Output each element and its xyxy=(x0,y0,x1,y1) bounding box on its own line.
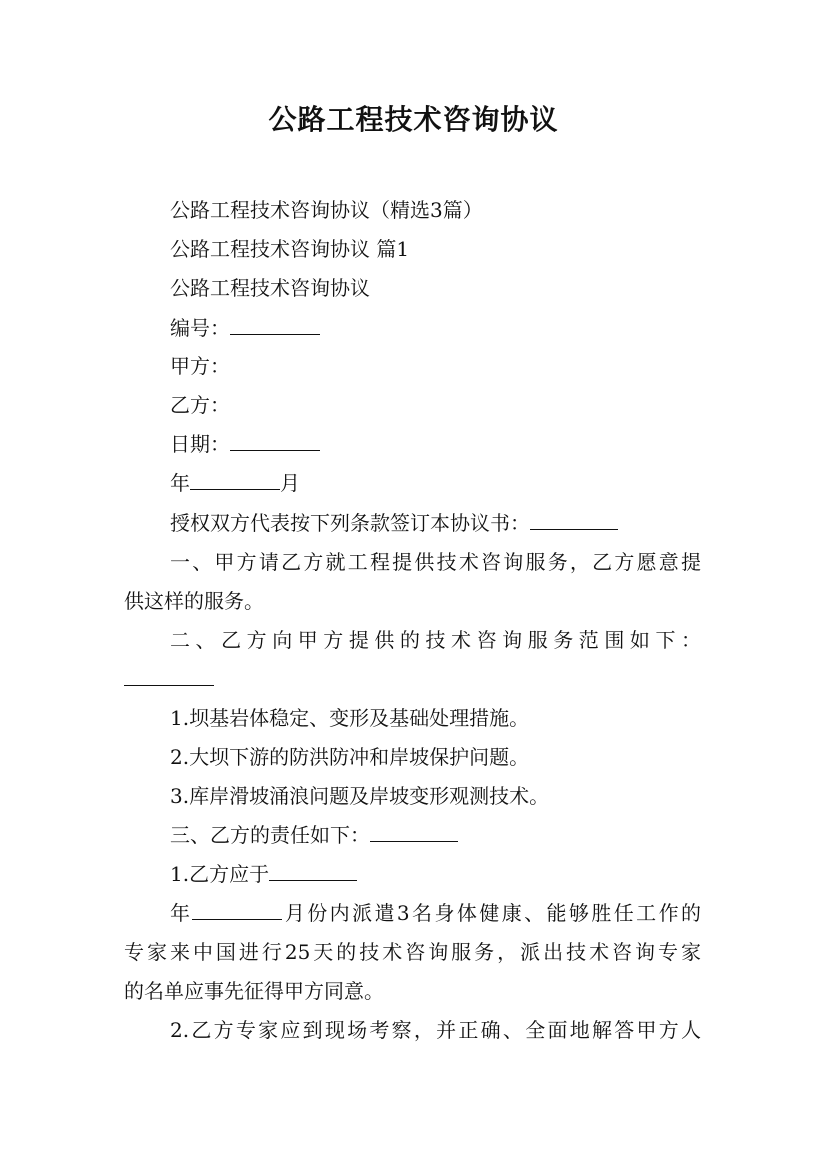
party-b-label: 乙方： xyxy=(170,393,230,417)
agreement-name: 公路工程技术咨询协议 xyxy=(170,276,370,300)
scope-item-3: 3.库岸滑坡涌浪问题及岸坡变形观测技术。 xyxy=(170,784,550,808)
duty-item-1-line-3: 专家来中国进行25天的技术咨询服务，派出技术咨询专家 xyxy=(124,940,701,964)
year-blank xyxy=(190,469,280,490)
duty-year-blank xyxy=(192,899,282,920)
subtitle-line: 公路工程技术咨询协议（精选3篇） xyxy=(170,198,483,222)
duty-item-1-text: 1.乙方应于 xyxy=(170,862,270,886)
clause-two-blank xyxy=(124,665,214,686)
duty-item-2-line-1: 2.乙方专家应到现场考察，并正确、全面地解答甲方人 xyxy=(170,1018,701,1042)
year-label: 年 xyxy=(170,471,190,495)
duty-year-label: 年 xyxy=(170,901,193,925)
clause-three-heading xyxy=(170,821,458,849)
duty-item-1-line-2 xyxy=(170,899,701,927)
clause-two-blank-line xyxy=(124,665,214,693)
scope-item-2: 2.大坝下游的防洪防冲和岸坡保护问题。 xyxy=(170,745,530,769)
year-month-line xyxy=(170,469,300,497)
date-label: 日期： xyxy=(170,432,230,456)
number-field xyxy=(170,314,320,342)
clause-three-text: 三、乙方的责任如下： xyxy=(170,823,370,847)
month-label: 月 xyxy=(280,471,300,495)
date-field xyxy=(170,430,320,458)
signing-blank xyxy=(530,509,618,530)
signing-clause-text: 授权双方代表按下列条款签订本协议书： xyxy=(170,511,530,535)
document-title: 公路工程技术咨询协议 xyxy=(268,103,559,136)
number-blank xyxy=(230,314,320,335)
duty-item-1 xyxy=(170,860,357,888)
duty-item-1-line-4: 的名单应事先征得甲方同意。 xyxy=(124,979,384,1003)
signing-clause xyxy=(170,509,618,537)
party-a-label: 甲方： xyxy=(170,354,230,378)
clause-three-blank xyxy=(370,821,458,842)
clause-one-line-1: 一、甲方请乙方就工程提供技术咨询服务，乙方愿意提 xyxy=(170,550,701,574)
duty-month-text: 月份内派遣3名身体健康、能够胜任工作的 xyxy=(282,901,701,925)
section-heading: 公路工程技术咨询协议 篇1 xyxy=(170,237,410,261)
date-blank xyxy=(230,430,320,451)
clause-two-line: 二、乙方向甲方提供的技术咨询服务范围如下： xyxy=(170,628,701,652)
scope-item-1: 1.坝基岩体稳定、变形及基础处理措施。 xyxy=(170,706,530,730)
duty-item-1-blank xyxy=(269,860,357,881)
number-label: 编号： xyxy=(170,316,230,340)
clause-one-line-2: 供这样的服务。 xyxy=(124,589,264,613)
